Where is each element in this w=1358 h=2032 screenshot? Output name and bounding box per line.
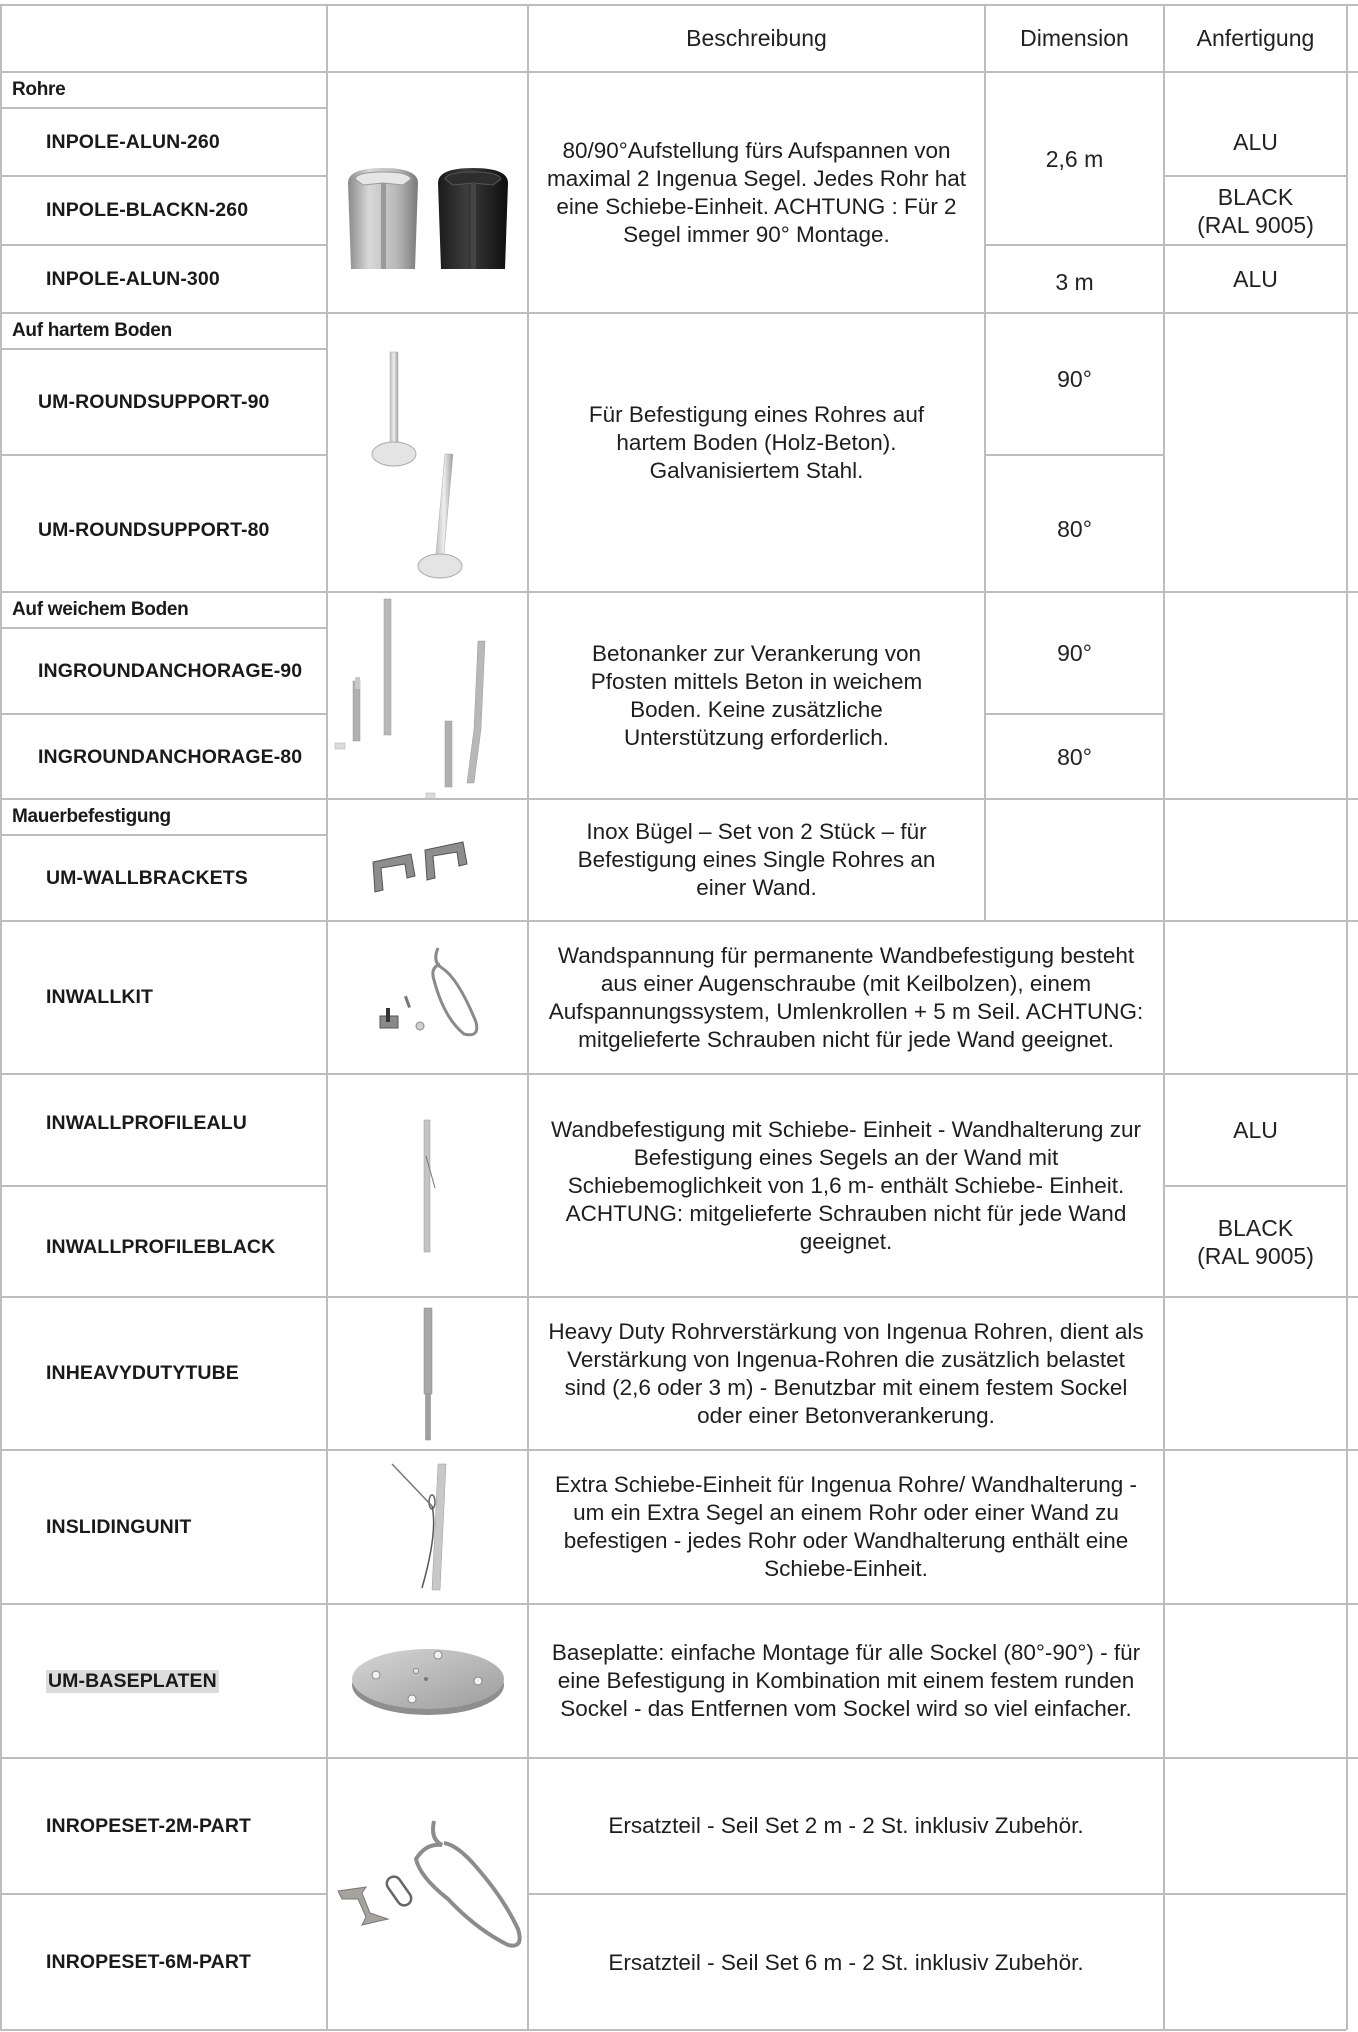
extra-inheavydutytube <box>1346 1296 1358 1449</box>
product-code-inheavydutytube <box>0 1296 326 1449</box>
finish-inheavydutytube <box>1163 1296 1346 1449</box>
wall-bracket-icon <box>363 832 493 902</box>
description-text: Ersatzteil - Seil Set 2 m - 2 St. inklusiv Zubehör. <box>608 1813 1084 1838</box>
description-text: Heavy Duty Rohrverstärkung von Ingenua Rohren, dient als Verstärkung von Ingenua-Rohren die zusätzlich belastet sind (2,6 oder 3 m) - Benutzbar mit einem festem Sockel oder einer Betonverankerung. <box>548 1318 1144 1428</box>
product-code-inslidingunit <box>0 1449 326 1603</box>
finish-inpole-alun-260 <box>1163 71 1346 175</box>
wall-kit-icon <box>348 938 508 1058</box>
description-inwallprofile <box>527 1073 1163 1296</box>
finish-value: ALU <box>1233 266 1278 292</box>
product-code-um-roundsupport-90 <box>0 348 326 454</box>
section-label: Rohre <box>12 79 66 100</box>
section-label: Auf hartem Boden <box>12 320 172 341</box>
product-code: INWALLPROFILEALU <box>46 1111 247 1134</box>
round-support-icon <box>328 314 527 591</box>
image-cell-mauer <box>326 798 527 920</box>
table-bottom-border <box>0 2029 1346 2031</box>
description-text: Für Befestigung eines Rohres auf hartem Boden (Holz-Beton). Galvanisiertem Stahl. <box>588 401 925 483</box>
product-code: INROPESET-2M-PART <box>46 1814 252 1837</box>
description-text: Ersatzteil - Seil Set 6 m - 2 St. inklusiv Zubehör. <box>608 1949 1084 1975</box>
finish-inpole-alun-300 <box>1163 244 1346 312</box>
extra-um-baseplaten <box>1346 1603 1358 1757</box>
heavy-duty-tube-icon <box>413 1304 443 1444</box>
description-text: Wandspannung für permanente Wandbefestigung besteht aus einer Augenschraube (mit Keilbolzen), einem Aufspannungssystem, Umlenkrollen + 5 m Seil. ACHTUNG: mitgelieferte Schrauben nicht für jede Wand geeignet. <box>548 942 1144 1052</box>
finish-um-baseplaten <box>1163 1603 1346 1757</box>
product-code: INGROUNDANCHORAGE-90 <box>38 659 303 682</box>
product-code-ingroundanchorage-80 <box>0 713 326 799</box>
product-code-inwallprofileblack <box>0 1185 326 1296</box>
dimension-ingroundanchorage-90 <box>984 591 1163 713</box>
finish-inwallkit <box>1163 920 1346 1073</box>
product-code-inpole-blackn-260 <box>0 175 326 244</box>
description-hart <box>527 312 984 591</box>
description-text: Extra Schiebe-Einheit für Ingenua Rohre/ Wandhalterung - um ein Extra Segel an einem Rohr oder einer Wand zu befestigen - jedes Rohr oder Wandhalterung enthält eine Schiebe-Einheit. <box>554 1472 1137 1581</box>
dimension-um-roundsupport-80 <box>984 454 1163 591</box>
dimension-ingroundanchorage-80 <box>984 713 1163 799</box>
product-code-highlighted: UM-BASEPLATEN <box>48 1669 217 1692</box>
finish-value: BLACK <box>1217 183 1294 210</box>
finish-inwallprofilealu <box>1163 1073 1346 1185</box>
rope-set-icon <box>328 1759 527 2030</box>
image-cell-inwallkit <box>326 920 527 1073</box>
product-code-inropeset-2m-part <box>0 1757 326 1893</box>
product-code: INPOLE-ALUN-300 <box>46 267 220 290</box>
image-cell-hart <box>326 312 527 591</box>
sliding-unit-icon <box>388 1462 468 1592</box>
product-code-um-wallbrackets <box>0 834 326 920</box>
dimension-um-roundsupport-90 <box>984 312 1163 454</box>
product-code-um-baseplaten <box>0 1603 326 1757</box>
finish-hart <box>1163 312 1346 591</box>
finish-inpole-blackn-260 <box>1163 175 1346 244</box>
extra-inwallkit <box>1346 920 1358 1073</box>
dimension-inpole-alun-300 <box>984 244 1163 312</box>
finish-weich <box>1163 591 1346 799</box>
wall-profile-icon <box>408 1116 448 1256</box>
header-cell-extra <box>1346 4 1358 71</box>
dimension-rohre-260 <box>984 71 1163 244</box>
product-code-inwallprofilealu <box>0 1073 326 1185</box>
dimension-value: 90° <box>1057 366 1092 392</box>
header-cell-code <box>0 4 326 71</box>
dimension-value: 2,6 m <box>1045 145 1104 172</box>
description-text: 80/90°Aufstellung fürs Aufspannen von maximal 2 Ingenua Segel. Jedes Rohr hat eine Schiebe-Einheit. ACHTUNG : Für 2 Segel immer 90° Montage. <box>547 137 966 247</box>
section-label: Mauerbefestigung <box>12 806 171 827</box>
product-code: INPOLE-BLACKN-260 <box>46 199 249 221</box>
image-cell-rohre <box>326 71 527 312</box>
product-code: INGROUNDANCHORAGE-80 <box>38 745 303 768</box>
header-finish: Anfertigung <box>1196 25 1315 51</box>
product-code: INWALLPROFILEBLACK <box>46 1236 276 1258</box>
description-inheavydutytube <box>527 1296 1163 1449</box>
section-title-rohre <box>0 71 326 107</box>
product-code: UM-WALLBRACKETS <box>46 866 248 889</box>
section-title-weich <box>0 591 326 627</box>
product-code-inwallkit <box>0 920 326 1073</box>
header-cell-finish <box>1163 4 1346 71</box>
product-code: INSLIDINGUNIT <box>46 1515 192 1538</box>
header-description: Beschreibung <box>686 25 827 51</box>
product-code: UM-ROUNDSUPPORT-90 <box>38 390 270 413</box>
dimension-value: 90° <box>1057 640 1092 666</box>
header-cell-image <box>326 4 527 71</box>
product-code-inpole-alun-260 <box>0 107 326 175</box>
product-code: INPOLE-ALUN-260 <box>46 130 220 153</box>
product-code: INHEAVYDUTYTUBE <box>46 1362 239 1384</box>
pole-profiles-icon <box>343 163 513 283</box>
finish-value-sub: (RAL 9005) <box>1197 211 1314 238</box>
description-rohre <box>527 71 984 312</box>
header-dimension: Dimension <box>1020 25 1129 51</box>
extra-inwallprofile <box>1346 1073 1358 1296</box>
image-cell-um-baseplaten <box>326 1603 527 1757</box>
product-code-inropeset-6m-part <box>0 1893 326 2030</box>
extra-rohre <box>1346 71 1358 312</box>
section-label: Auf weichem Boden <box>12 599 189 620</box>
dimension-value: 80° <box>1057 744 1092 770</box>
finish-value-sub: (RAL 9005) <box>1197 1242 1314 1269</box>
image-cell-inwallprofile <box>326 1073 527 1296</box>
finish-inropeset-2m <box>1163 1757 1346 1893</box>
finish-value: ALU <box>1233 1117 1278 1143</box>
description-um-baseplaten <box>527 1603 1163 1757</box>
description-inropeset-2m-part <box>527 1757 1163 1893</box>
finish-inwallprofileblack <box>1163 1185 1346 1296</box>
image-cell-inheavydutytube <box>326 1296 527 1449</box>
ground-anchor-icon <box>328 593 527 799</box>
section-title-hart <box>0 312 326 348</box>
extra-mauer <box>1346 798 1358 920</box>
product-code: INROPESET-6M-PART <box>46 1951 252 1973</box>
finish-um-wallbrackets <box>1163 798 1346 920</box>
dimension-value: 80° <box>1057 515 1092 542</box>
description-inslidingunit <box>527 1449 1163 1603</box>
extra-weich <box>1346 591 1358 799</box>
description-text: Betonanker zur Verankerung von Pfosten mittels Beton in weichem Boden. Keine zusätzliche Unterstützung erforderlich. <box>590 641 923 750</box>
extra-inslidingunit <box>1346 1449 1358 1603</box>
image-cell-weich <box>326 591 527 799</box>
product-code-inpole-alun-300 <box>0 244 326 312</box>
dimension-value: 3 m <box>1055 269 1094 295</box>
finish-value: BLACK <box>1217 1214 1294 1241</box>
dimension-um-wallbrackets <box>984 798 1163 920</box>
header-cell-dimension <box>984 4 1163 71</box>
finish-inropeset-6m <box>1163 1893 1346 2030</box>
extra-inropeset <box>1346 1757 1358 2030</box>
product-code: UM-ROUNDSUPPORT-80 <box>38 519 270 541</box>
section-title-mauer <box>0 798 326 834</box>
description-text: Inox Bügel – Set von 2 Stück – für Befestigung eines Single Rohres an einer Wand. <box>577 819 936 900</box>
description-inropeset-6m-part <box>527 1893 1163 2030</box>
description-weich <box>527 591 984 799</box>
product-code-um-roundsupport-80 <box>0 454 326 591</box>
description-text: Wandbefestigung mit Schiebe- Einheit - Wandhalterung zur Befestigung eines Segels an der Wand mit Schiebemoglichkeit von 1,6 m- enthält Schiebe- Einheit. ACHTUNG: mitgelieferte Schrauben nicht für jede Wand geeignet. <box>551 1116 1141 1254</box>
description-inwallkit <box>527 920 1163 1073</box>
finish-inslidingunit <box>1163 1449 1346 1603</box>
description-text: Baseplatte: einfache Montage für alle Sockel (80°-90°) - für eine Befestigung in Kombination mit einem festem runden Sockel - das Entfernen vom Sockel wird so viel einfacher. <box>551 1640 1141 1721</box>
header-cell-description <box>527 4 984 71</box>
base-plate-icon <box>348 1641 508 1721</box>
finish-value: ALU <box>1233 129 1278 155</box>
product-code-ingroundanchorage-90 <box>0 627 326 713</box>
description-mauer <box>527 798 984 920</box>
image-cell-inropeset <box>326 1757 527 2030</box>
product-code: INWALLKIT <box>46 986 154 1008</box>
image-cell-inslidingunit <box>326 1449 527 1603</box>
extra-hart <box>1346 312 1358 591</box>
